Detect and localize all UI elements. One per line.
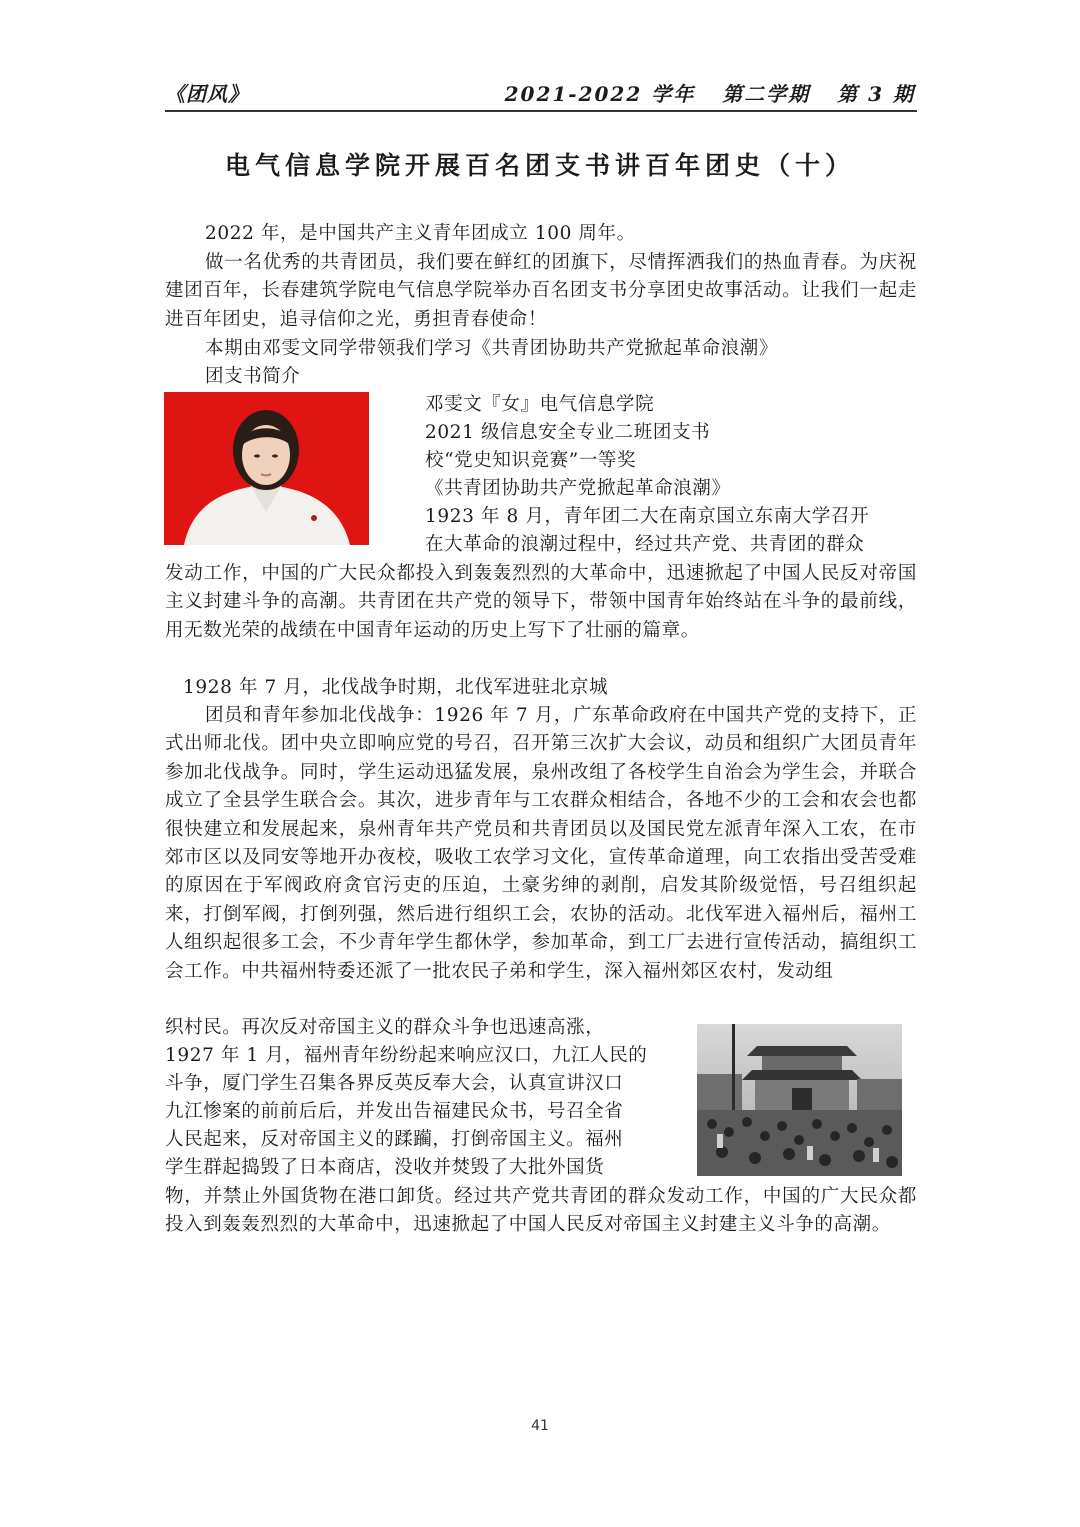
- story-line-wave: 在大革命的浪潮过程中，经过共产党、共青团的群众: [425, 534, 865, 555]
- wrap-line-1: 织村民。再次反对帝国主义的群众斗争也迅速高涨，: [165, 1017, 605, 1038]
- magazine-name: 《团风》: [165, 82, 249, 106]
- paragraph-continue: 发动工作，中国的广大民众都投入到轰轰烈烈的大革命中，迅速掀起了中国人民反对帝国主义封建斗争的高潮。共青团在共产党的领导下，带领中国青年始终站在斗争的最前线，用无数光荣的战绩在中国青年运动的历史上写下了壮丽的篇章。: [165, 563, 917, 641]
- profile-award-line: 校“党史知识竞赛”一等奖: [425, 450, 637, 471]
- wrap-line-4: 九江惨案的前前后后，并发出告福建民众书，号召全省: [165, 1101, 624, 1122]
- profile-class-line: 2021 级信息安全专业二班团支书: [425, 422, 711, 443]
- intro-line-3: 本期由邓雯文同学带领我们学习《共青团协助共产党掀起革命浪潮》: [205, 338, 779, 359]
- story-line-1923: 1923 年 8 月，青年团二大在南京国立东南大学召开: [425, 506, 870, 527]
- semester: 第二学期: [722, 82, 811, 106]
- wrap-line-6: 学生群起捣毁了日本商店，没收并焚毁了大批外国货: [165, 1157, 605, 1178]
- ending-paragraph: 物，并禁止外国货物在港口卸货。经过共产党共青团的群众发动工作，中国的广大民众都投入到轰轰烈烈的大革命中，迅速掀起了中国人民反对帝国主义封建主义斗争的高潮。: [165, 1186, 917, 1236]
- main-paragraph: 团员和青年参加北伐战争：1926 年 7 月，广东革命政府在中国共产党的支持下，正式出师北伐。团中央立即响应党的号召，召开第三次扩大会议，动员和组织广大团员青年参加北伐战争。同时，学生运动迅猛发展，泉州改组了各校学生自治会为学生会，并联合成立了全县学生联合会。其次，进步青年与工农群众相结合，各地不少的工会和农会也都很快建立和发展起来，泉州青年共产党员和共青团员以及国民党左派青年深入工农，在市郊市区以及同安等地开办夜校，吸收工农学习文化，宣传革命道理，向工农指出受苦受难的原因在于军阀政府贪官污吏的压迫，土豪劣绅的剥削，启发其阶级觉悟，号召组织起来，打倒军阀，打倒列强，然后进行组织工会，农协的活动。北伐军进入福州后，福州工人组织起很多工会，不少青年学生都休学，参加革命，到工厂去进行宣传活动，搞组织工会工作。中共福州特委还派了一批农民子弟和学生，深入福州郊区农村，发动组: [165, 705, 917, 982]
- issue-number: 第 3 期: [837, 82, 915, 106]
- wrap-line-5: 人民起来，反对帝国主义的蹂躏，打倒帝国主义。福州: [165, 1129, 624, 1150]
- wrap-line-2: 1927 年 1 月，福州青年纷纷起来响应汉口，九江人民的: [165, 1045, 648, 1066]
- header-divider: [165, 110, 917, 112]
- page-number: 41: [531, 1418, 549, 1434]
- intro-paragraph: 做一名优秀的共青团员，我们要在鲜红的团旗下，尽情挥洒我们的热血青春。为庆祝建团百年，长春建筑学院电气信息学院举办百名团支书分享团史故事活动。让我们一起走进百年团史，追寻信仰之光，勇担青春使命！: [165, 252, 917, 330]
- article-title: 电气信息学院开展百名团支书讲百年团史（十）: [224, 151, 855, 180]
- profile-photo: [164, 392, 369, 545]
- profile-topic-line: 《共青团协助共产党掀起革命浪潮》: [425, 478, 731, 499]
- profile-heading: 团支书简介: [205, 366, 301, 387]
- profile-name-line: 邓雯文『女』电气信息学院: [425, 394, 655, 415]
- section-subheading: 1928 年 7 月，北伐战争时期，北伐军进驻北京城: [183, 677, 609, 698]
- issue-info: [487, 78, 915, 107]
- wrap-line-3: 斗争，厦门学生召集各界反英反奉大会，认真宣讲汉口: [165, 1073, 624, 1094]
- academic-year: 2021-2022 学年: [504, 82, 696, 106]
- historical-photo: [697, 1024, 902, 1176]
- intro-line-1: 2022 年，是中国共产主义青年团成立 100 周年。: [205, 223, 636, 244]
